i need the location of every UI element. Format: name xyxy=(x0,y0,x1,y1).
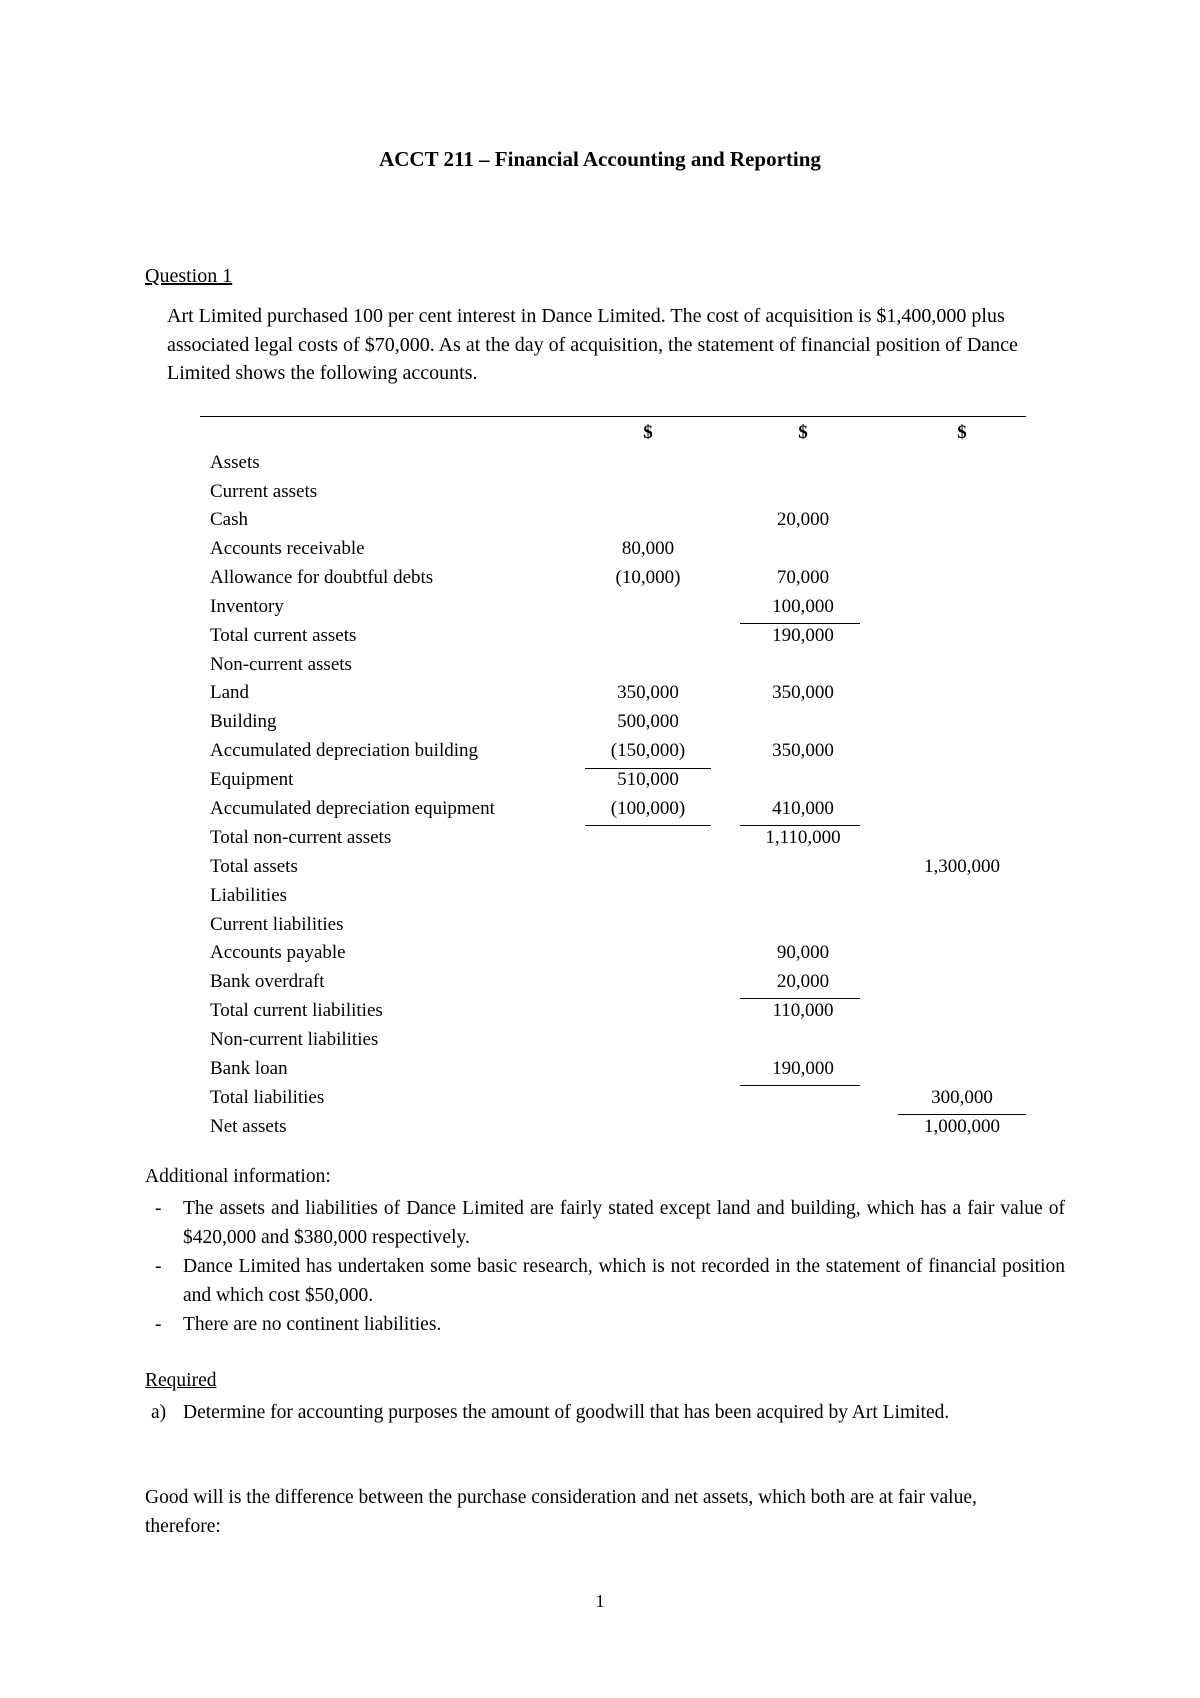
table-row xyxy=(0,1058,1200,1084)
required-item-label: a) xyxy=(151,1402,167,1423)
bullet-marker: - xyxy=(155,1314,162,1335)
row-label: Non-current liabilities xyxy=(210,1029,379,1050)
row-label: Accumulated depreciation equipment xyxy=(210,798,495,819)
row-value-col2: 190,000 xyxy=(772,625,834,646)
row-label: Current assets xyxy=(210,481,318,502)
table-row xyxy=(0,971,1200,997)
page-title: ACCT 211 – Financial Accounting and Reporting xyxy=(379,147,821,171)
row-label: Liabilities xyxy=(210,885,288,906)
subtotal-rule xyxy=(740,1085,860,1086)
row-label: Total current liabilities xyxy=(210,1000,383,1021)
row-label: Building xyxy=(210,711,277,732)
additional-info-heading: Additional information: xyxy=(145,1166,331,1187)
bullet-marker: - xyxy=(155,1198,162,1219)
row-value-col2: 100,000 xyxy=(772,596,834,617)
row-value-col1: 510,000 xyxy=(617,769,679,790)
table-row xyxy=(0,914,1200,940)
row-label: Net assets xyxy=(210,1116,287,1137)
row-value-col2: 1,110,000 xyxy=(765,827,841,848)
row-value-col1: 80,000 xyxy=(621,538,675,559)
subtotal-rule xyxy=(740,623,860,624)
column-header-1: $ xyxy=(643,422,653,443)
required-heading: Required xyxy=(145,1370,217,1391)
row-value-col2: 410,000 xyxy=(772,798,834,819)
row-value-col3: 300,000 xyxy=(931,1087,993,1108)
table-row xyxy=(0,711,1200,737)
table-row xyxy=(0,509,1200,535)
question-intro: Art Limited purchased 100 per cent interest in Dance Limited. The cost of acquisition is $1,400,000 plus associated legal costs of $70,000. As at the day of acquisition, the statement of financial position of Dance Limited shows the following accounts. xyxy=(167,305,1018,384)
row-value-col3: 1,300,000 xyxy=(924,856,1000,877)
table-header-row xyxy=(0,422,1200,448)
row-label: Allowance for doubtful debts xyxy=(210,567,434,588)
list-item-text: There are no continent liabilities. xyxy=(183,1314,442,1335)
question-heading: Question 1 xyxy=(145,265,233,287)
subtotal-rule xyxy=(898,1114,1026,1115)
row-value-col2: 190,000 xyxy=(772,1058,834,1079)
page-number: 1 xyxy=(595,1591,605,1611)
table-row xyxy=(0,798,1200,824)
bullet-marker: - xyxy=(155,1256,162,1277)
list-item xyxy=(145,1194,1065,1252)
row-label: Land xyxy=(210,682,250,703)
column-header-3: $ xyxy=(957,422,967,443)
row-label: Non-current assets xyxy=(210,654,352,675)
row-label: Total current assets xyxy=(210,625,357,646)
goodwill-paragraph: Good will is the difference between the purchase consideration and net assets, which both are at fair value, therefore: xyxy=(145,1487,977,1537)
table-row xyxy=(0,596,1200,622)
row-label: Accumulated depreciation building xyxy=(210,740,479,761)
row-label: Inventory xyxy=(210,596,284,617)
required-item-text: Determine for accounting purposes the amount of goodwill that has been acquired by Art Limited. xyxy=(183,1402,950,1423)
list-item-text: Dance Limited has undertaken some basic research, which is not recorded in the statement of financial position and which cost $50,000. xyxy=(183,1256,1065,1306)
table-row xyxy=(0,942,1200,968)
row-value-col1: (100,000) xyxy=(610,798,686,819)
row-label: Total assets xyxy=(210,856,298,877)
table-row xyxy=(0,481,1200,507)
additional-info-list xyxy=(145,1194,1065,1339)
column-header-2: $ xyxy=(798,422,808,443)
list-item xyxy=(145,1252,1065,1310)
table-row xyxy=(0,856,1200,882)
row-label: Total liabilities xyxy=(210,1087,325,1108)
table-row xyxy=(0,740,1200,766)
table-row xyxy=(0,682,1200,708)
list-item-text: The assets and liabilities of Dance Limited are fairly stated except land and building, which has a fair value of $420,000 and $380,000 respectively. xyxy=(183,1198,1065,1248)
required-item xyxy=(145,1398,1005,1427)
row-value-col1: 350,000 xyxy=(617,682,679,703)
row-label: Accounts payable xyxy=(210,942,346,963)
row-label: Total non-current assets xyxy=(210,827,392,848)
row-value-col1: (150,000) xyxy=(610,740,686,761)
table-row xyxy=(0,452,1200,478)
row-label: Bank overdraft xyxy=(210,971,325,992)
table-row xyxy=(0,1087,1200,1113)
row-label: Bank loan xyxy=(210,1058,288,1079)
row-value-col2: 350,000 xyxy=(772,740,834,761)
table-row xyxy=(0,1116,1200,1142)
row-value-col1: 500,000 xyxy=(617,711,679,732)
row-value-col2: 350,000 xyxy=(772,682,834,703)
subtotal-rule xyxy=(740,998,860,999)
table-row xyxy=(0,885,1200,911)
row-value-col2: 20,000 xyxy=(776,971,830,992)
table-row xyxy=(0,625,1200,651)
row-value-col2: 90,000 xyxy=(776,942,830,963)
table-row xyxy=(0,654,1200,680)
row-label: Equipment xyxy=(210,769,294,790)
subtotal-rule xyxy=(585,825,711,826)
subtotal-rule xyxy=(740,825,860,826)
row-value-col2: 70,000 xyxy=(776,567,830,588)
row-label: Current liabilities xyxy=(210,914,344,935)
table-row xyxy=(0,769,1200,795)
row-value-col3: 1,000,000 xyxy=(924,1116,1000,1137)
table-row xyxy=(0,1000,1200,1026)
table-row xyxy=(0,538,1200,564)
row-value-col2: 20,000 xyxy=(776,509,830,530)
row-value-col2: 110,000 xyxy=(772,1000,834,1021)
table-row xyxy=(0,827,1200,853)
table-row xyxy=(0,567,1200,593)
table-row xyxy=(0,1029,1200,1055)
row-value-col1: (10,000) xyxy=(615,567,681,588)
row-label: Assets xyxy=(210,452,260,473)
list-item xyxy=(145,1310,1065,1339)
row-label: Accounts receivable xyxy=(210,538,365,559)
row-label: Cash xyxy=(210,509,248,530)
